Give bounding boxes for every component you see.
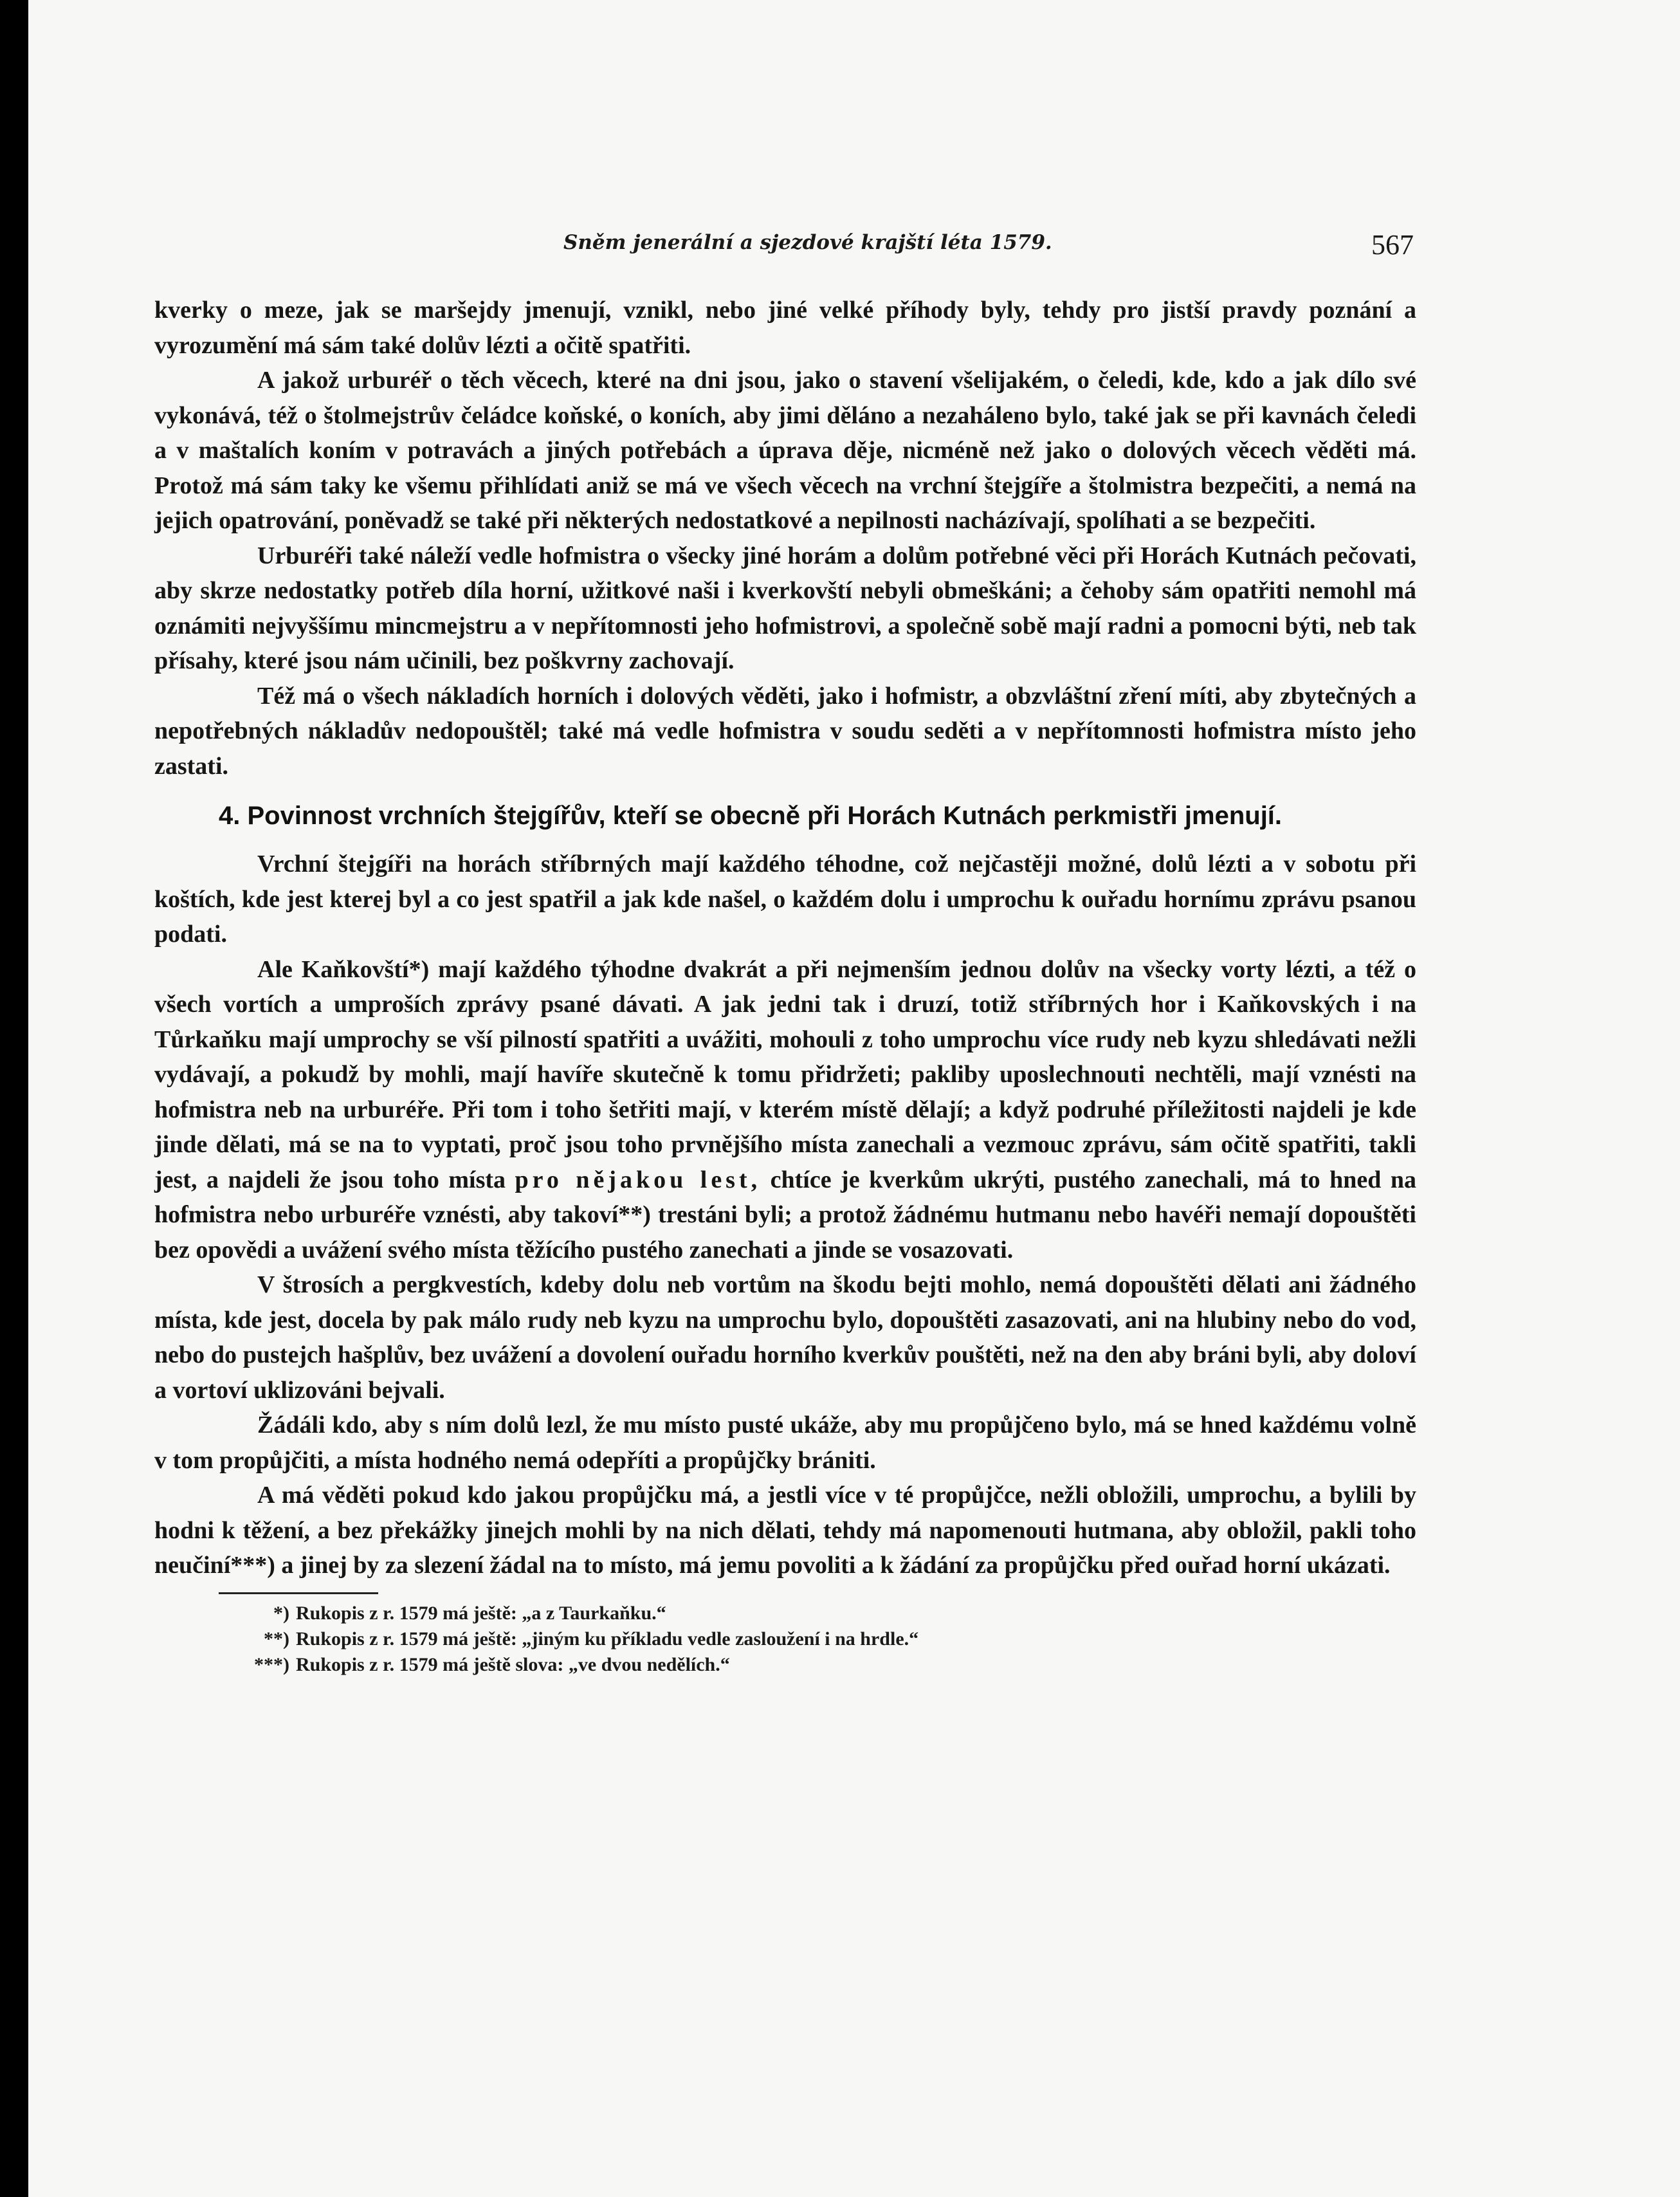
paragraph-text: Ale Kaňkovští*) mají každého týhodne dvakrát a při nejmenším jednou dolův na všecky vorty lézti, a též o všech vortích a umproších zprávy psané dávati. A jak jedni tak i druzí, totiž stříbrných hor i Kaňkovských i na Tůrkaňku mají umprochy se vší pilností spatřiti a uvážiti, mohouli z toho umprochu více rudy neb kyzu shledávati nežli vydávají, a pokudž by mohli, mají havíře skutečně k tomu přidržeti; pakliby uposlechnouti nechtěli, mají vznésti na hofmistra neb na urburéře. Při tom i toho šetřiti mají, v kterém místě dělají; a když podruhé příležitosti najdeli je kde jinde dělati, má se na to vyptati, proč jsou toho prvnějšího místa zanechali a vezmouc zprávu, sám očitě spatřiti, takli jest, a najdeli že jsou toho místa [154, 955, 1416, 1193]
page-number: 567 [1371, 229, 1414, 261]
paragraph: Urburéři také náleží vedle hofmistra o všecky jiné horám a dolům potřebné věci při Horách Kutnách pečovati, aby skrze nedostatky potřeb díla horní, užitkové naši i kverkovští nebyli obmeškáni; a čehoby sám opatřiti nemohl má oznámiti nejvyššímu mincmejstru a v nepřítomnosti jeho hofmistrovi, a společně sobě mají radni a pomocni býti, neb tak přísahy, které jsou nám učinili, bez poškvrny zachovají. [154, 542, 1416, 674]
page-header [28, 228, 1680, 267]
footnote-text: Rukopis z r. 1579 má ještě slova: „ve dvou nedělích.“ [296, 1653, 730, 1675]
paragraph: A jakož urburéř o těch věcech, které na dni jsou, jako o stavení všelijakém, o čeledi, kde, kdo a jak dílo své vykonává, též o štolmejstrův čeládce koňské, o koních, aby jimi děláno a nezaháleno bylo, také jak se při kavnách čeledi a v maštalích koním v potravách a jiných potřebách a úprava děje, nicméně než jako o dolových věcech věděti má. Protož má sám taky ke všemu přihlídati aniž se má ve všech věcech na vrchní štejgíře a štolmistra bezpečiti, a nemá na jejich opatrování, poněvadž se také při některých nedostatkové a nepilnosti nacházívají, spolíhati a se bezpečiti. [154, 367, 1416, 534]
paragraph [154, 952, 1416, 1268]
section-heading: 4. Povinnost vrchních štejgířův, kteří se obecně při Horách Kutnách perkmistři jmenují. [219, 802, 1283, 830]
footnotes [154, 1601, 1416, 1678]
paragraph: Též má o všech nákladích horních i dolových věděti, jako i hofmistr, a obzvláštní zření míti, aby zbytečných a nepotřebných nákladův nedopouštěl; také má vedle hofmistra v soudu seděti a v nepřítomnosti hofmistra místo jeho zastati. [154, 682, 1416, 780]
body-text [154, 293, 1416, 1678]
footnote-mark: **) [264, 1628, 289, 1650]
paragraph: kverky o meze, jak se maršejdy jmenují, vznikl, nebo jiné velké příhody byly, tehdy pro jistší pravdy poznání a vyrozumění má sám také dolův lézti a očitě spatřiti. [154, 297, 1416, 359]
paragraph: Vrchní štejgíři na horách stříbrných mají každého téhodne, což nejčastěji možné, dolů lézti a v sobotu při koštích, kde jest kterej byl a co jest spatřil a jak kde našel, o každém dolu i umprochu k ouřadu hornímu zprávu psanou podati. [154, 850, 1416, 948]
footnote-text: Rukopis z r. 1579 má ještě: „a z Taurkaňku.“ [296, 1602, 666, 1624]
book-spine-edge [0, 0, 28, 2197]
paragraph-text: chtíce je kverkům ukrýti, pustého zanechali, má to hned na hofmistra nebo urburéře vznésti, aby takoví**) trestáni byli; a protož žádnému hutmanu nebo havéři nemají dopouštěti bez opovědi a uvážení svého místa těžícího pustého zanechati a jinde se vosazovati. [154, 1166, 1417, 1264]
running-title: Sněm jenerální a sjezdové krajští léta 1579. [563, 231, 1052, 254]
footnote-text: Rukopis z r. 1579 má ještě: „jiným ku příkladu vedle zasloužení i na hrdle.“ [296, 1628, 919, 1650]
footnote [154, 1652, 1416, 1678]
footnote [154, 1601, 1416, 1626]
footnote-mark: *) [273, 1602, 289, 1624]
scanned-page [28, 0, 1680, 2197]
paragraph: V štrosích a pergkvestích, kdeby dolu neb vortům na škodu bejti mohlo, nemá dopouštěti dělati ani žádného místa, kde jest, docela by pak málo rudy neb kyzu na umprochu bylo, dopouštěti zasazovati, ani na hlubiny nebo do vod, nebo do pustejch hašplův, bez uvážení a dovolení ouřadu horního kverkův pouštěti, než na den aby bráni byli, aby doloví a vortoví uklizováni bejvali. [154, 1271, 1416, 1404]
spaced-emphasis: pro nějakou lest, [515, 1166, 762, 1193]
footnote-mark: ***) [254, 1653, 289, 1675]
footnote-divider [219, 1592, 378, 1594]
paragraph: Žádáli kdo, aby s ním dolů lezl, že mu místo pusté ukáže, aby mu propůjčeno bylo, má se hned každému volně v tom propůjčiti, a místa hodného nemá odepříti a propůjčky brániti. [154, 1411, 1416, 1474]
paragraph: A má věděti pokud kdo jakou propůjčku má, a jestli více v té propůjčce, nežli obložili, umprochu, a bylili by hodni k těžení, a bez překážky jinejch mohli by na nich dělati, tehdy má napomenouti hutmana, aby obložil, pakli toho neučiní***) a jinej by za slezení žádal na to místo, má jemu povoliti a k žádání za propůjčku před ouřad horní ukázati. [154, 1482, 1416, 1579]
footnote [154, 1626, 1416, 1652]
